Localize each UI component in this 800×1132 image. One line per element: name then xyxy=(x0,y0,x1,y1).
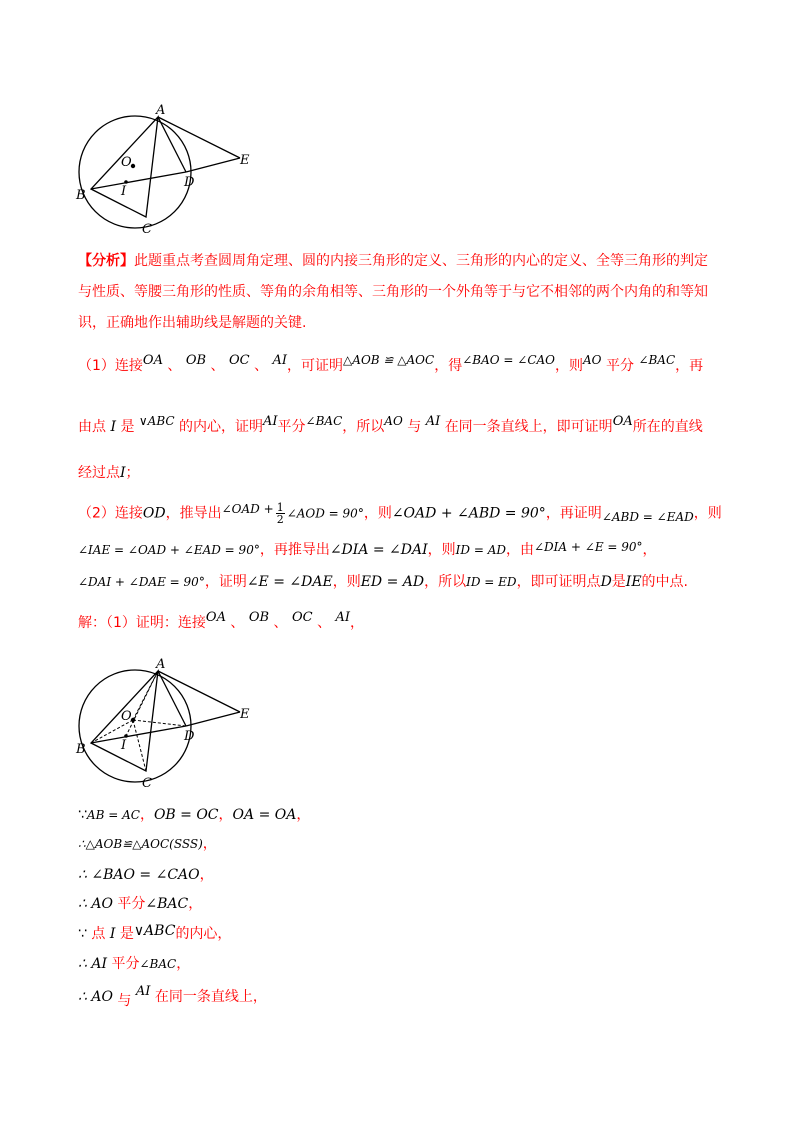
math-congruence: △AOB ≌ △AOC xyxy=(343,353,435,367)
math-oa: OA xyxy=(205,610,226,625)
comma: ， xyxy=(218,807,233,823)
geometry-figure-2 xyxy=(70,654,270,794)
proof-text: 的内心， xyxy=(175,926,232,942)
label-b: B xyxy=(76,742,86,757)
math-od: OD xyxy=(142,505,166,522)
math-bac: ∠BAC xyxy=(145,896,189,912)
proof-line-3 xyxy=(78,866,214,884)
proof-line-7 xyxy=(78,984,267,1009)
part1-text: 与 xyxy=(407,419,422,435)
label-d: D xyxy=(184,175,195,190)
segment-od xyxy=(133,720,186,726)
part1-text: ，则 xyxy=(555,358,584,374)
segment-oc xyxy=(133,720,146,771)
math-eq7: ∠DIA + ∠E = 90° xyxy=(534,540,643,554)
math-ao: AO xyxy=(384,414,403,428)
analysis-text-2: 与性质、等腰三角形的性质、等角的余角相等、三角形的一个外角等于与它不相邻的两个内角的和等知 xyxy=(78,284,708,300)
part1-text: ，得 xyxy=(434,358,463,374)
math-eq8: ∠DAI + ∠DAE = 90° xyxy=(78,575,205,589)
sep: 、 xyxy=(254,358,269,374)
math-ai: AI xyxy=(135,984,151,999)
math-angle-eq: ∠BAO = ∠CAO xyxy=(462,353,556,367)
analysis-text-1: 此题重点考查圆周角定理、圆的内接三角形的定义、三角形的内心的定义、全等三角形的判定 xyxy=(134,253,708,269)
part1-text: 是 xyxy=(120,419,135,435)
label-o: O xyxy=(121,155,132,170)
solution-text: 解：（1）证明：连接 xyxy=(78,615,206,631)
part2-text: ，即可证明点 xyxy=(516,574,601,590)
math-ie: IE xyxy=(625,574,642,590)
math-ai: AI xyxy=(263,414,278,429)
part2-text: ，证明 xyxy=(204,574,247,590)
fraction-numerator: 1 xyxy=(276,501,284,514)
label-e: E xyxy=(240,707,250,722)
part1-text: ，所以 xyxy=(342,419,385,435)
math-bac: ∠BAC xyxy=(139,957,177,971)
because-symbol: ∵ xyxy=(78,807,87,823)
part1-line-2 xyxy=(78,414,703,437)
part2-text: ，再推导出 xyxy=(259,542,330,558)
proof-text: 是 xyxy=(119,926,134,942)
part2-text: ，则 xyxy=(332,574,361,590)
sep: 、 xyxy=(210,358,225,374)
proof-text: 平分 xyxy=(111,956,140,972)
part2-text: ，由 xyxy=(506,542,534,558)
part1-text: 平分 xyxy=(605,358,634,374)
part1-line-1 xyxy=(78,353,704,376)
math-ob: OB xyxy=(248,610,270,625)
segment-ad xyxy=(158,117,186,172)
because-symbol: ∵ xyxy=(78,926,87,942)
math-bac: ∠BAC xyxy=(305,414,343,428)
comma: ， xyxy=(139,807,154,823)
math-eq10: ED = AD xyxy=(360,574,425,590)
math-eq4: ∠IAE = ∠OAD + ∠EAD = 90° xyxy=(78,543,260,557)
analysis-line-1 xyxy=(78,252,708,270)
proof-text: 点 xyxy=(91,926,106,942)
math-oa: OA xyxy=(142,353,163,368)
math-ao: AO xyxy=(583,353,602,367)
part2-text: ， xyxy=(642,542,657,558)
sep: 、 xyxy=(167,358,182,374)
label-d: D xyxy=(184,729,195,744)
part2-text: （2）连接 xyxy=(78,505,143,522)
math-angle-bao-cao: ∴ ∠BAO = ∠CAO xyxy=(78,867,200,883)
math-eq3: ∠ABD = ∠EAD xyxy=(601,509,694,524)
sep: 、 xyxy=(230,615,245,631)
math-d: D xyxy=(600,574,612,590)
part2-text: ，所以 xyxy=(424,574,467,590)
math-i: I xyxy=(110,419,116,435)
sep: 、 xyxy=(273,615,288,631)
label-e: E xyxy=(240,153,250,168)
math-oc: OC xyxy=(292,610,313,625)
part2-text: 的中点. xyxy=(641,574,688,590)
label-a: A xyxy=(156,657,166,672)
segment-ae xyxy=(158,117,240,158)
comma: ， xyxy=(296,807,311,823)
geometry-figure-1 xyxy=(70,100,270,240)
comma: ， xyxy=(202,836,217,852)
segment-de xyxy=(186,158,240,172)
math-oa-oa: OA = OA xyxy=(232,807,297,823)
segment-ad xyxy=(158,671,186,726)
part1-text: 平分 xyxy=(277,419,306,435)
proof-line-5 xyxy=(78,925,231,943)
math-ai: AI xyxy=(335,610,351,625)
part1-text: （1）连接 xyxy=(78,358,143,374)
label-c: C xyxy=(142,776,152,791)
math-i: I xyxy=(109,926,116,942)
solution-line-1 xyxy=(78,610,365,633)
part2-text: ，则 xyxy=(363,505,392,522)
solution-text: ， xyxy=(350,615,365,631)
math-oc: OC xyxy=(229,353,250,368)
comma: ， xyxy=(176,956,191,972)
part2-text: ，则 xyxy=(427,542,456,558)
part2-line-2 xyxy=(78,541,657,559)
label-b: B xyxy=(76,188,86,203)
math-ao: ∴ AO xyxy=(78,896,113,912)
math-oa: OA xyxy=(612,414,633,429)
part1-text: 在同一条直线上，即可证明 xyxy=(444,419,613,435)
math-eq5: ∠DIA = ∠DAI xyxy=(329,542,428,558)
part2-text: 是 xyxy=(611,574,626,590)
math-ob: OB xyxy=(185,353,207,368)
label-a: A xyxy=(156,103,166,118)
proof-text: 在同一条直线上， xyxy=(154,989,267,1005)
math-ai: ∴ AI xyxy=(78,956,107,972)
label-i: I xyxy=(121,738,127,753)
segment-de xyxy=(186,712,240,726)
math-ab-ac: AB = AC xyxy=(86,808,140,822)
part1-line-3 xyxy=(78,464,140,482)
sep: 、 xyxy=(317,615,332,631)
proof-line-2 xyxy=(78,835,217,853)
math-eq1a: ∠OAD + xyxy=(221,501,274,516)
part2-line-3 xyxy=(78,573,688,591)
part2-line-1 xyxy=(78,502,722,525)
proof-line-1 xyxy=(78,806,310,824)
part1-text: ； xyxy=(125,465,140,481)
analysis-line-2 xyxy=(78,283,708,301)
part1-text: ，再 xyxy=(675,358,704,374)
part2-text: ，则 xyxy=(693,505,722,522)
math-ob-oc: OB = OC xyxy=(153,807,219,823)
proof-line-6 xyxy=(78,955,190,973)
comma: ， xyxy=(188,896,203,912)
math-ai: AI xyxy=(272,353,288,368)
segment-ae xyxy=(158,671,240,712)
part1-text: 的内心，证明 xyxy=(179,419,264,435)
comma: ， xyxy=(199,867,214,883)
part2-text: ，再证明 xyxy=(545,505,602,522)
part2-text: ，推导出 xyxy=(165,505,222,522)
label-o: O xyxy=(121,709,132,724)
analysis-text-3: 识，正确地作出辅助线是解题的关键. xyxy=(78,315,307,331)
analysis-line-3 xyxy=(78,314,306,332)
math-eq9: ∠E = ∠DAE xyxy=(246,574,333,590)
math-eq2: ∠OAD + ∠ABD = 90° xyxy=(391,505,546,522)
fraction-denominator: 2 xyxy=(276,513,284,526)
part1-text: ，可证明 xyxy=(287,358,344,374)
math-ao: ∴ AO xyxy=(78,989,113,1005)
analysis-tag: 【分析】 xyxy=(78,253,134,269)
math-bac: ∠BAC xyxy=(638,353,676,367)
math-i: I xyxy=(120,465,126,481)
math-eq6: ID = AD xyxy=(455,543,506,557)
proof-text: 与 xyxy=(117,993,132,1009)
math-congruent-sss: ∴△AOB≌△AOC(SSS) xyxy=(78,837,203,851)
math-ai: AI xyxy=(425,414,441,429)
part1-text: 所在的直线 xyxy=(632,419,703,435)
fraction-half xyxy=(276,502,285,525)
label-i: I xyxy=(121,184,127,199)
label-c: C xyxy=(142,222,152,237)
proof-text: 平分 xyxy=(117,896,146,912)
segment-ai xyxy=(126,671,158,736)
part1-text: 经过点 xyxy=(78,465,120,481)
math-triangle-abc: ∨ABC xyxy=(138,414,175,428)
part1-text: 由点 xyxy=(78,419,106,435)
math-triangle-abc: ∨ABC xyxy=(133,923,176,939)
math-eq1b: ∠AOD = 90° xyxy=(286,506,364,521)
proof-line-4 xyxy=(78,895,202,913)
math-eq11: ID = ED xyxy=(466,575,517,589)
